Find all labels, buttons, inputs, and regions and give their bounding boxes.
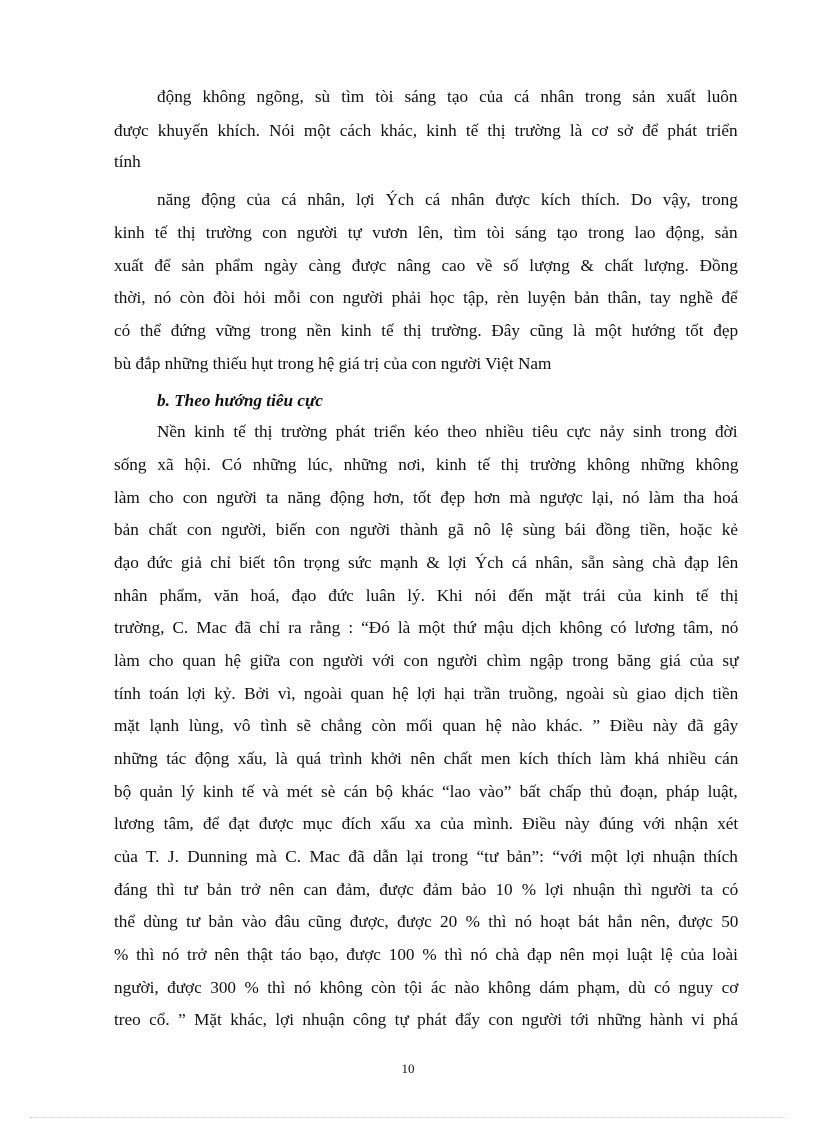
page-number: 10: [401, 1061, 415, 1076]
text-line: treo cổ. ” Mặt khác, lợi nhuận công tự phát đẩy con người tới những hành vi phá: [114, 1010, 739, 1029]
text-line: làm cho con người ta năng động hơn, tốt đẹp hơn mà ngược lại, nó làm tha hoá: [114, 488, 739, 507]
text-line: của T. J. Dunning mà C. Mac đã dẫn lại trong “tư bản”: “với một lợi nhuận thích: [114, 847, 738, 866]
text-line: % thì nó trở nên thật táo bạo, được 100 % thì nó chà đạp nên mọi luật lệ của loài: [114, 945, 738, 964]
text-line: xuất để sản phẩm ngày càng được nâng cao về số lượng & chất lượng. Đồng: [114, 256, 738, 275]
text-line: sống xã hội. Có những lúc, những nơi, kinh tế thị trường không những không: [114, 455, 739, 474]
text-line: động không ngõng, sù tìm tòi sáng tạo của cá nhân trong sản xuất luôn: [157, 87, 738, 106]
text-line: đáng thì tư bản trở nên can đảm, được đảm bảo 10 % lợi nhuận thì người ta có: [114, 880, 739, 899]
text-line: tính: [114, 152, 141, 171]
text-line: nhân phẩm, văn hoá, đạo đức luân lý. Khi nói đến mặt trái của kinh tế thị: [114, 586, 739, 605]
text-line: thể dùng tư bản vào đâu cũng được, được 20 % thì nó hoạt bát hẳn nên, được 50: [114, 912, 739, 931]
text-line: đạo đức giả chỉ biết tôn trọng sức mạnh & lợi Ých cá nhân, sẵn sàng chà đạp lên: [114, 553, 739, 572]
text-line: mặt lạnh lùng, vô tình sẽ chẳng còn mối quan hệ nào khác. ” Điều này đã gây: [114, 716, 739, 735]
text-line: người, được 300 % thì nó không còn tội ác nào không dám phạm, dù có nguy cơ: [114, 978, 739, 997]
text-line: có thể đứng vững trong nền kinh tế thị trường. Đây cũng là một hướng tốt đẹp: [114, 321, 739, 340]
text-line: kinh tế thị trường con người tự vươn lên, tìm tòi sáng tạo trong lao động, sản: [114, 223, 738, 242]
text-line: làm cho quan hệ giữa con người với con người chìm ngập trong băng giá của sự: [114, 651, 739, 670]
text-line: tính toán lợi kỷ. Bởi vì, ngoài quan hệ lợi hại trần truồng, ngoài sù giao dịch tiền: [114, 684, 739, 703]
page-bottom-divider: [30, 1117, 786, 1118]
text-line: bộ quản lý kinh tế và mét sè cán bộ khác “lao vào” bất chấp thủ đoạn, pháp luật,: [114, 782, 738, 801]
text-line: thời, nó còn đòi hỏi mỗi con người phải học tập, rèn luyện bản thân, tay nghề để: [114, 288, 738, 307]
text-line: năng động của cá nhân, lợi Ých cá nhân được kích thích. Do vậy, trong: [157, 190, 738, 209]
text-line: Nền kinh tế thị trường phát triển kéo theo nhiều tiêu cực nảy sinh trong đời: [157, 422, 738, 441]
text-line: lương tâm, để đạt được mục đích xấu xa của mình. Điều này đúng với nhận xét: [114, 814, 739, 833]
text-line: những tác động xấu, là quá trình khởi nên chất men kích thích làm khá nhiều cán: [114, 749, 739, 768]
text-line: trường, C. Mac đã chỉ ra rằng : “Đó là một thứ mậu dịch không có lương tâm, nó: [114, 618, 739, 637]
text-line: bản chất con người, biến con người thành gã nô lệ sùng bái đồng tiền, hoặc kẻ: [114, 520, 739, 539]
section-heading: b. Theo hướng tiêu cực: [157, 391, 323, 410]
text-line: được khuyến khích. Nói một cách khác, kinh tế thị trường là cơ sở để phát triển: [114, 121, 738, 140]
text-line: bù đắp những thiếu hụt trong hệ giá trị của con người Việt Nam: [114, 354, 552, 373]
